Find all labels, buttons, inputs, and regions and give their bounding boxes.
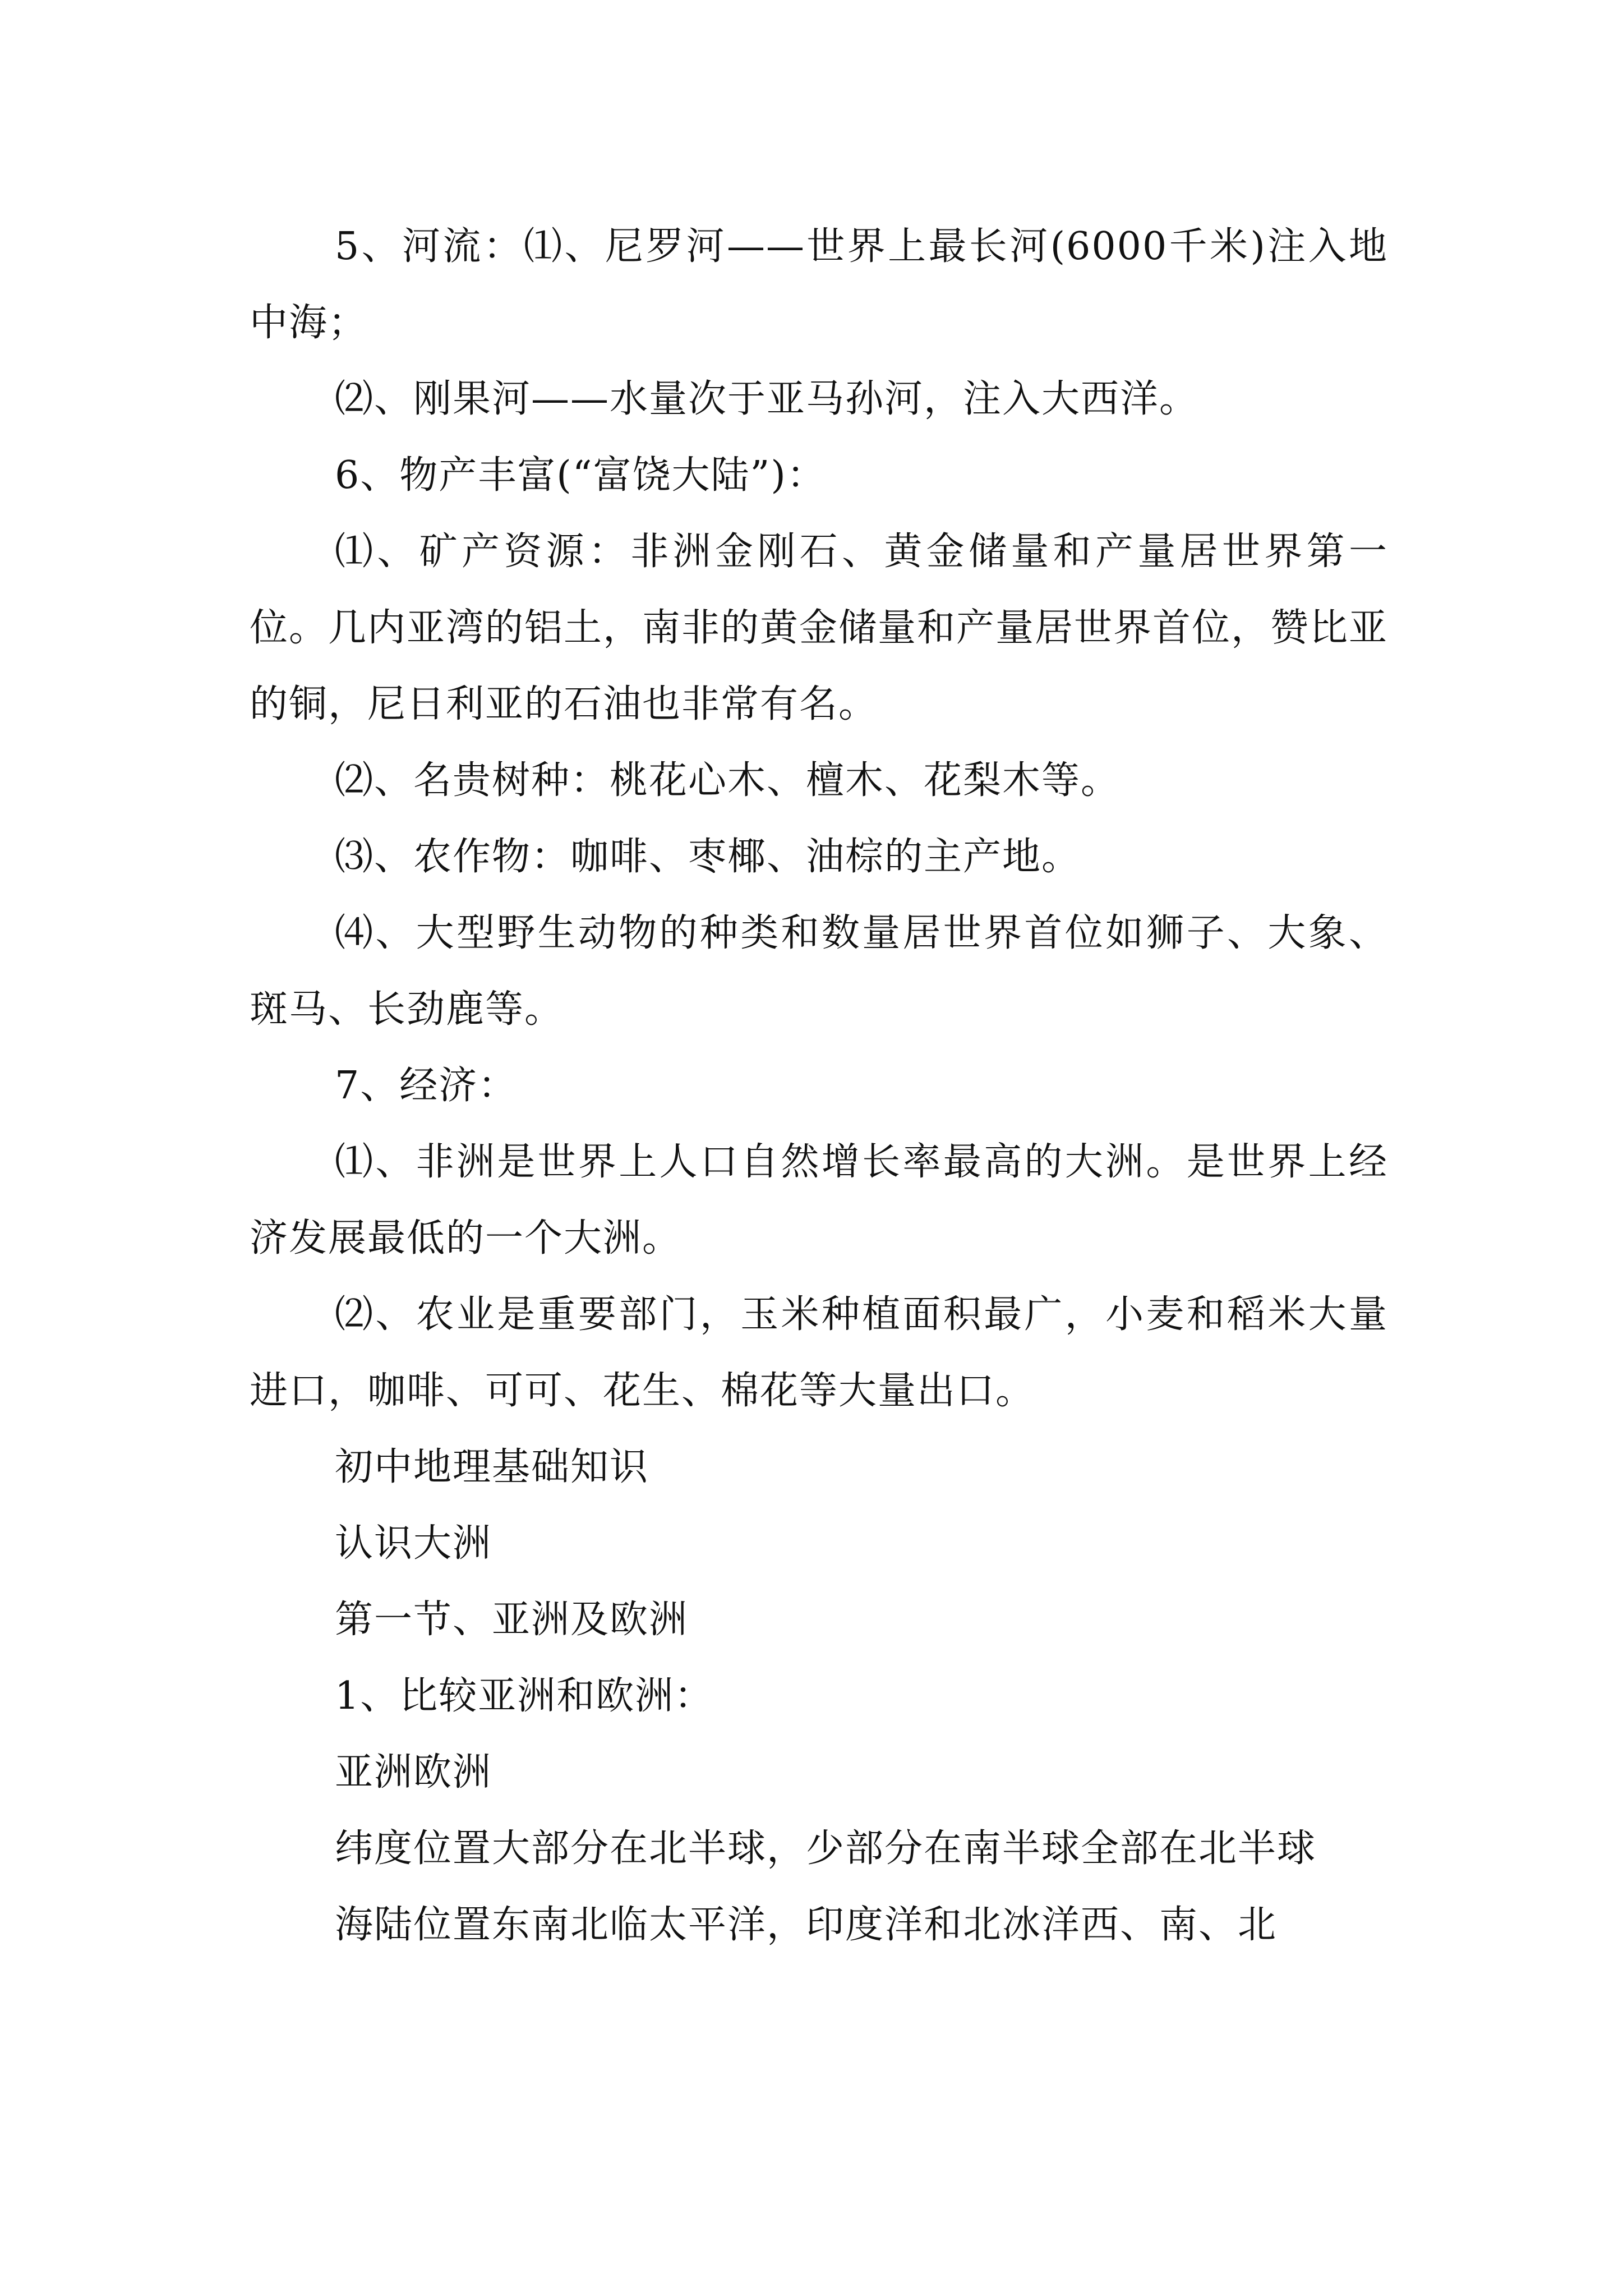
- comparison-latitude: 纬度位置大部分在北半球，少部分在南半球全部在北半球: [335, 1826, 1317, 1871]
- paragraph-crops: ⑶、农作物：咖啡、枣椰、油棕的主产地。: [335, 835, 1081, 879]
- paragraph-resources-heading: 6、物产丰富(“富饶大陆”)：: [335, 453, 826, 498]
- lesson-title: 第一节、亚洲及欧洲: [335, 1598, 689, 1642]
- paragraph-agriculture: ⑵、农业是重要部门，玉米种植面积最广，小麦和稻米大量进口，咖啡、可可、花生、棉花等大量出口。: [250, 1292, 1388, 1413]
- paragraph-mineral-resources: ⑴、矿产资源：非洲金刚石、黄金储量和产量居世界第一位。几内亚湾的铝土，南非的黄金储量和产量居世界首位，赞比亚的铜，尼日利亚的石油也非常有名。: [250, 530, 1389, 726]
- section-title: 初中地理基础知识: [335, 1445, 649, 1489]
- comparison-columns: 亚洲欧洲: [335, 1750, 492, 1795]
- comparison-heading: 1、比较亚洲和欧洲：: [335, 1674, 714, 1718]
- paragraph-wild-animals: ⑷、大型野生动物的种类和数量居世界首位如狮子、大象、斑马、长劲鹿等。: [250, 911, 1388, 1032]
- paragraph-rivers: 5、河流：⑴、尼罗河——世界上最长河(6000千米)注入地中海；: [250, 224, 1388, 345]
- paragraph-population-growth: ⑴、非洲是世界上人口自然增长率最高的大洲。是世界上经济发展最低的一个大洲。: [250, 1140, 1388, 1260]
- chapter-title: 认识大洲: [335, 1521, 492, 1566]
- comparison-sea-land: 海陆位置东南北临太平洋，印度洋和北冰洋西、南、北: [335, 1903, 1278, 1947]
- document-body: [250, 209, 1388, 1963]
- paragraph-precious-trees: ⑵、名贵树种：桃花心木、檀木、花梨木等。: [335, 758, 1121, 803]
- paragraph-congo-river: ⑵、刚果河——水量次于亚马孙河，注入大西洋。: [335, 377, 1199, 421]
- paragraph-economy-heading: 7、经济：: [335, 1064, 518, 1108]
